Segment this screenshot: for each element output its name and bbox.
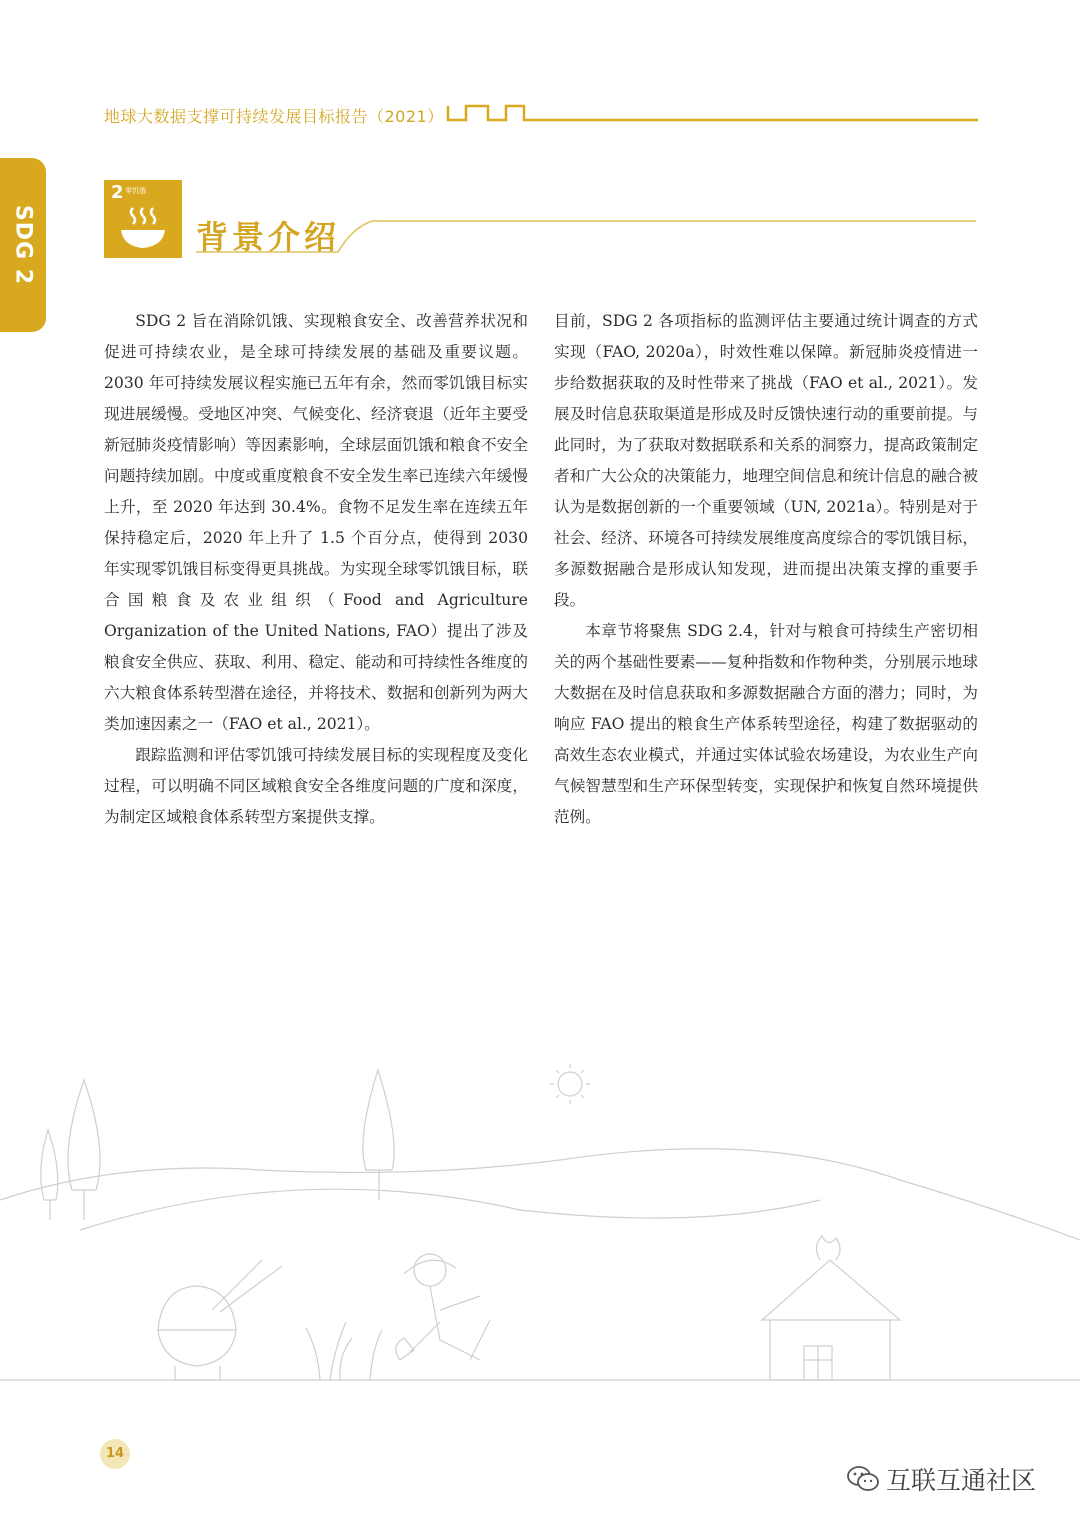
header-ornament-line <box>444 100 984 126</box>
side-tab-label: SDG 2 <box>10 204 36 286</box>
steaming-bowl-icon <box>119 204 167 252</box>
running-header-title: 地球大数据支撑可持续发展目标报告（2021） <box>104 107 444 126</box>
paragraph: 跟踪监测和评估零饥饿可持续发展目标的实现程度及变化过程，可以明确不同区域粮食安全各维度问题的广度和深度，为制定区域粮食体系转型方案提供支撑。 <box>104 746 528 826</box>
paragraph: 本章节将聚焦 SDG 2.4，针对与粮食可持续生产密切相关的两个基础性要素——复种指数和作物种类，分别展示地球大数据在及时信息获取和多源数据融合方面的潜力；同时，为响应 FAO 提出的粮食生产体系转型途径，构建了数据驱动的高效生态农业模式，并通过实体试验农场建设，为农业生产向气候智慧型和生产环保型转变，实现保护和恢复自然环境提供范例。 <box>554 622 978 826</box>
body-column-left <box>104 306 528 833</box>
section-title: 背景介绍 <box>196 218 341 256</box>
watermark-text: 互联互通社区 <box>886 1466 1037 1495</box>
body-column-right <box>554 306 978 833</box>
paragraph: SDG 2 旨在消除饥饿、实现粮食安全、改善营养状况和促进可持续农业，是全球可持续发展的基础及重要议题。2030 年可持续发展议程实施已五年有余，然而零饥饿目标实现进展缓慢。受地区冲突、气候变化、经济衰退（近年主要受新冠肺炎疫情影响）等因素影响，全球层面饥饿和粮食不安全问题持续加剧。中度或重度粮食不安全发生率已连续六年缓慢上升，至 2020 年达到 30.4%。食物不足发生率在连续五年保持稳定后，2020 年上升了 1.5 个百分点，使得到 2030 年实现零饥饿目标变得更具挑战。为实现全球零饥饿目标，联合国粮食及农业组织（Food and Agriculture Organization of the United Nations, FAO）提出了涉及粮食安全供应、获取、利用、稳定、能动和可持续性各维度的六大粮食体系转型潜在途径，并将技术、数据和创新列为两大类加速因素之一（FAO et al., 2021）。 <box>104 312 528 733</box>
sdg-side-tab <box>0 158 46 332</box>
wechat-icon <box>846 1464 880 1494</box>
paragraph: 目前，SDG 2 各项指标的监测评估主要通过统计调查的方式实现（FAO, 2020a），时效性难以保障。新冠肺炎疫情进一步给数据获取的及时性带来了挑战（FAO et al., 2021）。发展及时信息获取渠道是形成及时反馈快速行动的重要前提。与此同时，为了获取对数据联系和关系的洞察力，提高政策制定者和广大公众的决策能力，地理空间信息和统计信息的融合被认为是数据创新的一个重要领域（UN, 2021a）。特别是对于社会、经济、环境各可持续发展维度高度综合的零饥饿目标，多源数据融合是形成认知发现，进而提出决策支撑的重要手段。 <box>554 312 978 609</box>
page-number: 14 <box>100 1439 130 1469</box>
sdg-icon-number: 2 <box>111 182 124 203</box>
farm-line-illustration <box>0 1060 1080 1400</box>
wechat-watermark <box>846 1462 1036 1496</box>
sdg-icon-name: 零饥饿 <box>125 187 146 195</box>
sdg-2-icon <box>104 180 182 258</box>
